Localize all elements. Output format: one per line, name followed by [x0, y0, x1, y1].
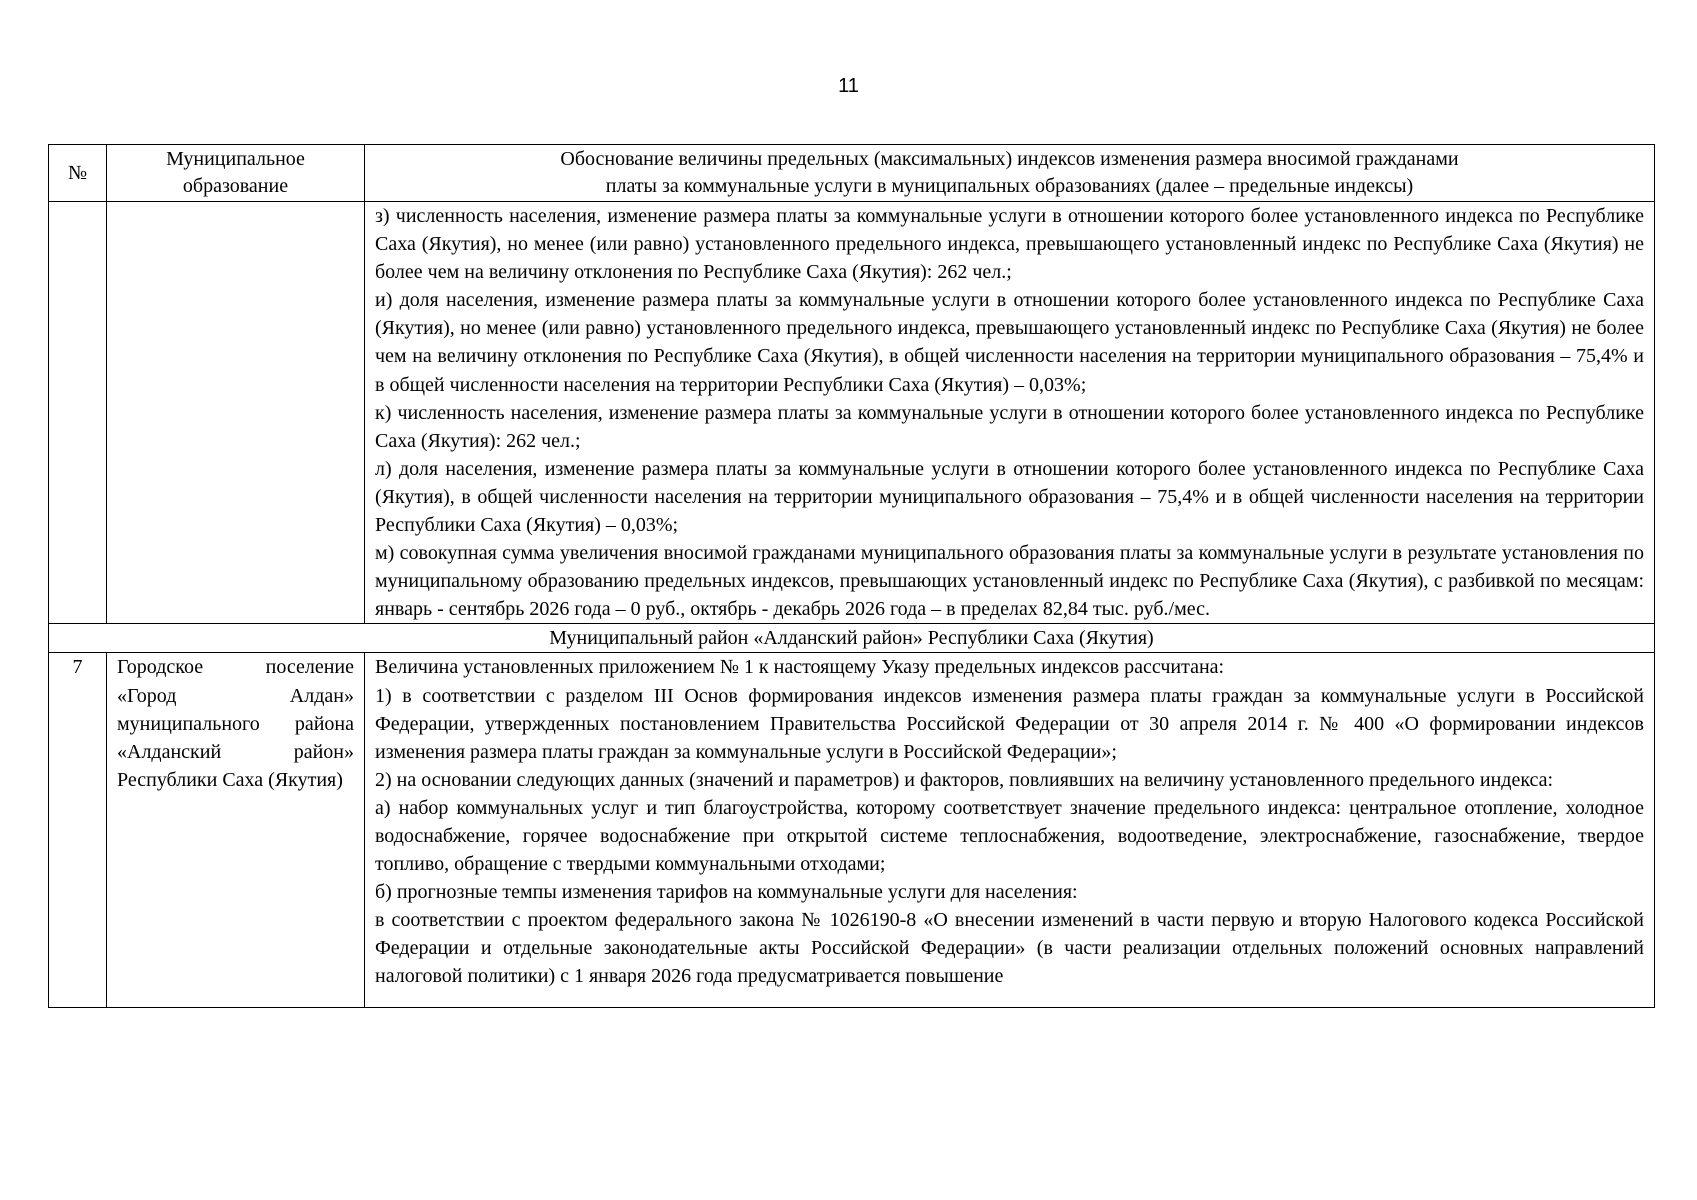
paragraph-k: к) численность населения, изменение размера платы за коммунальные услуги в отношении которого более установленного индекса по Республике Саха (Якутия): 262 чел.;	[375, 401, 1644, 452]
justification-text-block	[375, 653, 1644, 1007]
header-justification-line1: Обоснование величины предельных (максимальных) индексов изменения размера вносимой гражданами	[560, 148, 1459, 170]
paragraph-b: б) прогнозные темпы изменения тарифов на коммунальные услуги для населения:	[375, 881, 1078, 904]
header-justification	[365, 145, 1655, 202]
row-number-cell: 7	[49, 653, 107, 1008]
paragraph-z: з) численность населения, изменение размера платы за коммунальные услуги в отношении которого более установленного индекса по Республике Саха (Якутия), но менее (или равно) установленного предельного индекса, превышающего установленный индекс по Республике Саха (Якутия) не более чем на величину отклонения по Республике Саха (Якутия): 262 чел.;	[375, 205, 1644, 284]
paragraph-l: л) доля населения, изменение размера платы за коммунальные услуги в отношении которого более установленного индекса по Республике Саха (Якутия), в общей численности населения на территории муниципального образования – 75,4% и в общей численности населения на территории Республики Саха (Якутия) – 0,03%;	[375, 457, 1644, 537]
row-municipality-cell	[107, 202, 365, 624]
paragraph-b-details: в соответствии с проектом федерального закона № 1026190-8 «О внесении изменений в части первую и вторую Налогового кодекса Российской Федерации и отдельные законодательные акты Российской Федерации» (в части реализации отдельных положений основных направлений налоговой политики) с 1 января 2026 года предусматривается повышение	[375, 909, 1644, 988]
paragraph-intro: Величина установленных приложением № 1 к настоящему Указу предельных индексов рассчитана:	[375, 656, 1225, 679]
header-justification-line2: платы за коммунальные услуги в муниципальных образованиях (далее – предельные индексы)	[605, 175, 1414, 197]
header-number: №	[49, 145, 107, 202]
row-justification-cell	[365, 202, 1655, 624]
section-title: Муниципальный район «Алданский район» Республики Саха (Якутия)	[49, 624, 1655, 653]
header-municipality	[107, 145, 365, 202]
row-number-cell	[49, 202, 107, 624]
paragraph-m: м) совокупная сумма увеличения вносимой гражданами муниципального образования платы за коммунальные услуги в результате установления по муниципальному образованию предельных индексов, превышающих установленный индекс по Республике Саха (Якутия), с разбивкой по месяцам: январь - сентябрь 2026 года – 0 руб., октябрь - декабрь 2026 года – в пределах 82,84 тыс. руб./мес.	[375, 542, 1644, 621]
page-number: 11	[838, 75, 859, 97]
section-title-row	[49, 624, 1655, 653]
row-municipality-cell: Городское поселение «Город Алдан» муниципального района «Алданский район» Республики Саха (Якутия)	[107, 653, 365, 1008]
paragraph-a: а) набор коммунальных услуг и тип благоустройства, которому соответствует значение предельного индекса: центральное отопление, холодное водоснабжение, горячее водоснабжение при открытой системе теплоснабжения, водоотведение, электроснабжение, газоснабжение, твердое топливо, обращение с твердыми коммунальными отходами;	[375, 796, 1644, 876]
paragraph-1: 1) в соответствии с разделом III Основ формирования индексов изменения размера платы граждан за коммунальные услуги в Российской Федерации, утвержденных постановлением Правительства Российской Федерации от 30 апреля 2014 г. № 400 «О формировании индексов изменения размера платы граждан за коммунальные услуги в Российской Федерации»;	[375, 684, 1644, 763]
header-municipality-line2: образование	[182, 175, 289, 197]
header-municipality-line1: Муниципальное	[166, 148, 305, 170]
row-justification-cell	[365, 653, 1655, 1008]
table-row	[49, 202, 1655, 624]
table-header-row	[49, 145, 1655, 202]
paragraph-i: и) доля населения, изменение размера платы за коммунальные услуги в отношении которого более установленного индекса по Республике Саха (Якутия), но менее (или равно) установленного предельного индекса, превышающего установленный индекс по Республике Саха (Якутия) не более чем на величину отклонения по Республике Саха (Якутия), в общей численности населения на территории муниципального образования – 75,4% и в общей численности населения на территории Республики Саха (Якутия) – 0,03%;	[375, 289, 1644, 396]
paragraph-2: 2) на основании следующих данных (значений и параметров) и факторов, повлиявших на величину установленного предельного индекса:	[375, 768, 1554, 791]
table-row	[49, 653, 1655, 1008]
justification-table	[48, 144, 1655, 1008]
